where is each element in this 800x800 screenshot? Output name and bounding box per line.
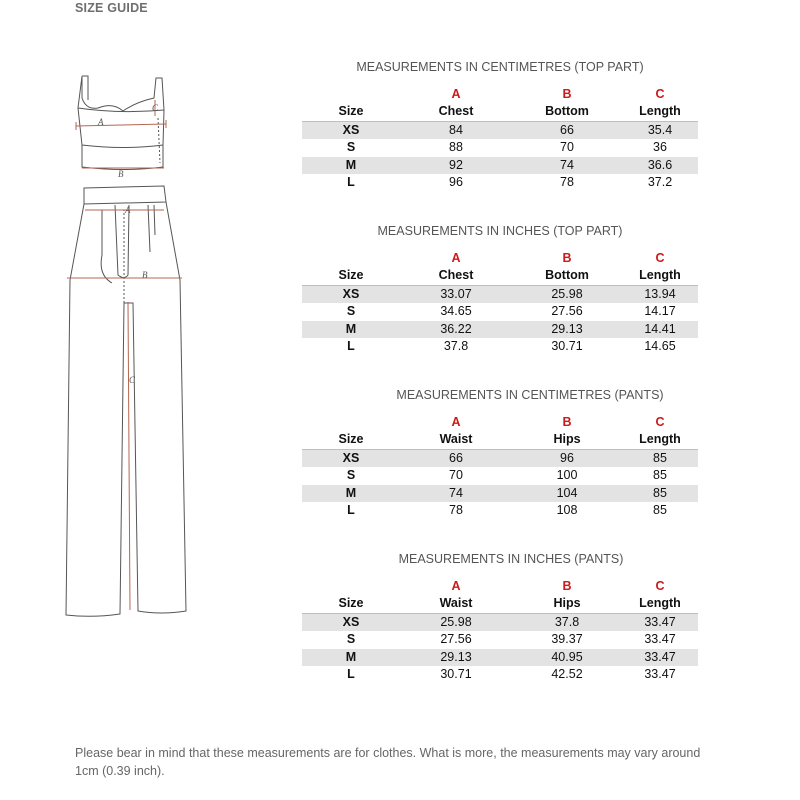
size-cell: XS	[302, 613, 400, 631]
letter-c: C	[655, 251, 665, 265]
size-cell: M	[302, 321, 400, 339]
section-top-cm	[302, 58, 698, 192]
value-cell: 14.41	[622, 321, 698, 339]
value-cell: 25.98	[512, 285, 622, 303]
value-cell: 74	[512, 157, 622, 175]
size-table	[302, 578, 698, 684]
table-row	[302, 157, 698, 175]
table-header-row	[302, 431, 698, 449]
table-row	[302, 613, 698, 631]
size-cell: M	[302, 649, 400, 667]
size-cell: M	[302, 157, 400, 175]
table-row	[302, 485, 698, 503]
value-cell: 25.98	[400, 613, 512, 631]
top-label-b: B	[118, 169, 124, 179]
table-row	[302, 467, 698, 485]
size-cell: XS	[302, 121, 400, 139]
table-row	[302, 631, 698, 649]
letter-b: B	[562, 415, 572, 429]
value-cell: 29.13	[512, 321, 622, 339]
value-cell: 37.8	[512, 613, 622, 631]
size-cell: XS	[302, 285, 400, 303]
value-cell: 33.47	[644, 632, 676, 647]
section-title: MEASUREMENTS IN INCHES (TOP PART)	[377, 224, 623, 238]
value-cell: 42.52	[551, 667, 583, 682]
section-title: MEASUREMENTS IN CENTIMETRES (TOP PART)	[356, 60, 644, 74]
value-cell: 40.95	[512, 649, 622, 667]
value-cell: 33.47	[622, 649, 698, 667]
size-cell: L	[347, 339, 355, 354]
table-row	[302, 139, 698, 157]
section-pants-cm	[302, 386, 698, 520]
letter-a: A	[451, 251, 461, 265]
letter-c: C	[655, 87, 665, 101]
value-cell: 14.65	[644, 339, 676, 354]
top-label-a: A	[98, 117, 104, 127]
value-cell: 35.4	[622, 121, 698, 139]
section-pants-inches	[302, 550, 698, 684]
value-cell: 92	[400, 157, 512, 175]
pants-sketch	[66, 186, 186, 616]
value-cell: 85	[622, 449, 698, 467]
value-cell: 84	[400, 121, 512, 139]
header-size: Size	[302, 103, 400, 121]
size-table	[302, 250, 698, 356]
value-cell: 33.47	[622, 613, 698, 631]
table-header-row	[302, 103, 698, 121]
header-size: Size	[302, 267, 400, 285]
letter-c: C	[655, 579, 665, 593]
header-waist: Waist	[400, 431, 512, 449]
size-cell: L	[347, 503, 355, 518]
size-cell: L	[347, 667, 355, 682]
page-heading: SIZE GUIDE	[75, 1, 148, 15]
letter-b: B	[562, 87, 572, 101]
section-title: MEASUREMENTS IN INCHES (PANTS)	[398, 552, 624, 566]
pants-label-b: B	[142, 270, 148, 280]
value-cell: 30.71	[440, 667, 472, 682]
table-row	[302, 121, 698, 139]
value-cell: 96	[449, 175, 463, 190]
table-row	[302, 449, 698, 467]
measurement-note: Please bear in mind that these measurements are for clothes. What is more, the measurements may vary around 1cm (0.39 inch).	[75, 746, 701, 778]
value-cell: 37.2	[647, 175, 673, 190]
value-cell: 14.17	[644, 304, 676, 319]
table-row	[302, 649, 698, 667]
value-cell: 27.56	[440, 632, 472, 647]
size-cell: S	[346, 140, 356, 155]
header-waist: Waist	[400, 595, 512, 613]
value-cell: 33.47	[644, 667, 676, 682]
table-row	[302, 338, 698, 356]
size-cell: M	[302, 485, 400, 503]
value-cell: 33.07	[400, 285, 512, 303]
header-length: Length	[622, 267, 698, 285]
letter-b: B	[562, 579, 572, 593]
value-cell: 85	[653, 503, 667, 518]
value-cell: 74	[400, 485, 512, 503]
value-cell: 36	[653, 140, 667, 155]
size-cell: S	[346, 632, 356, 647]
value-cell: 70	[449, 468, 463, 483]
table-header-row	[302, 595, 698, 613]
value-cell: 36.22	[400, 321, 512, 339]
size-table	[302, 86, 698, 192]
value-cell: 27.56	[551, 304, 583, 319]
crop-top-sketch	[78, 76, 164, 170]
letter-a: A	[451, 415, 461, 429]
value-cell: 78	[560, 175, 574, 190]
header-length: Length	[622, 595, 698, 613]
letter-b: B	[562, 251, 572, 265]
header-length: Length	[622, 103, 698, 121]
header-bottom: Bottom	[512, 267, 622, 285]
measure-letters-row	[302, 250, 698, 267]
section-title: MEASUREMENTS IN CENTIMETRES (PANTS)	[396, 388, 664, 402]
table-row	[302, 303, 698, 321]
value-cell: 37.8	[443, 339, 469, 354]
value-cell: 29.13	[400, 649, 512, 667]
garment-illustration	[58, 70, 208, 620]
pants-label-a: A	[125, 205, 131, 215]
table-row	[302, 174, 698, 192]
value-cell: 66	[400, 449, 512, 467]
value-cell: 85	[653, 468, 667, 483]
value-cell: 78	[449, 503, 463, 518]
size-cell: S	[346, 304, 356, 319]
header-bottom: Bottom	[512, 103, 622, 121]
header-chest: Chest	[400, 267, 512, 285]
size-table	[302, 414, 698, 520]
value-cell: 85	[622, 485, 698, 503]
table-row	[302, 502, 698, 520]
table-header-row	[302, 267, 698, 285]
header-size: Size	[302, 431, 400, 449]
table-row	[302, 321, 698, 339]
value-cell: 30.71	[551, 339, 583, 354]
table-row	[302, 666, 698, 684]
table-row	[302, 285, 698, 303]
size-cell: S	[346, 468, 356, 483]
value-cell: 96	[512, 449, 622, 467]
value-cell: 70	[560, 140, 574, 155]
value-cell: 88	[449, 140, 463, 155]
header-hips: Hips	[512, 431, 622, 449]
top-label-c: C	[152, 103, 159, 113]
value-cell: 34.65	[440, 304, 472, 319]
letter-c: C	[655, 415, 665, 429]
letter-a: A	[451, 579, 461, 593]
value-cell: 104	[512, 485, 622, 503]
measure-letters-row	[302, 86, 698, 103]
value-cell: 13.94	[622, 285, 698, 303]
header-size: Size	[302, 595, 400, 613]
section-top-inches	[302, 222, 698, 356]
value-cell: 66	[512, 121, 622, 139]
size-cell: L	[347, 175, 355, 190]
value-cell: 39.37	[551, 632, 583, 647]
size-cell: XS	[302, 449, 400, 467]
measure-letters-row	[302, 414, 698, 431]
header-length: Length	[622, 431, 698, 449]
header-hips: Hips	[512, 595, 622, 613]
letter-a: A	[451, 87, 461, 101]
value-cell: 36.6	[622, 157, 698, 175]
measure-letters-row	[302, 578, 698, 595]
value-cell: 108	[556, 503, 578, 518]
value-cell: 100	[556, 468, 578, 483]
pants-label-c: C	[129, 375, 136, 385]
header-chest: Chest	[400, 103, 512, 121]
